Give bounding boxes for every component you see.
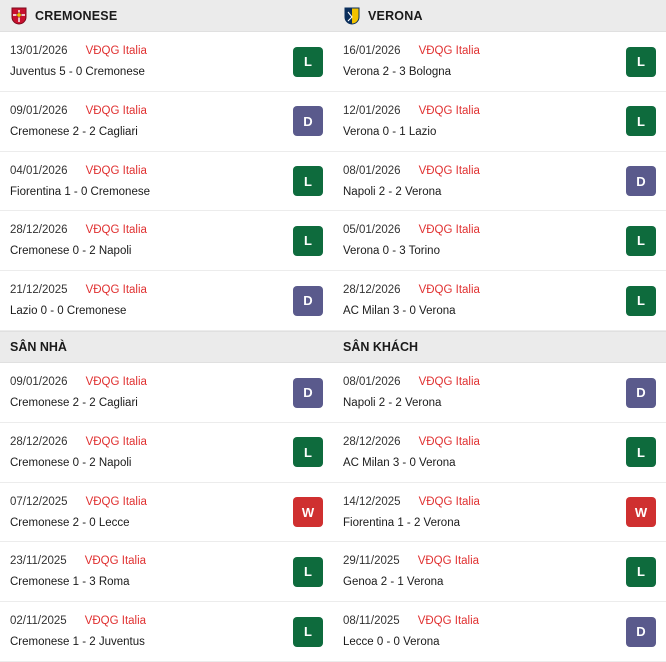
outcome-badge: L (626, 286, 656, 316)
match-result: Napoli 2 - 2 Verona (343, 397, 442, 410)
match-meta (343, 224, 618, 236)
match-date: 28/12/2026 (10, 435, 68, 448)
match-row[interactable] (333, 32, 666, 92)
match-row[interactable] (0, 602, 333, 662)
match-result: Cremonese 1 - 2 Juventus (10, 636, 145, 649)
match-competition: VĐQG Italia (85, 104, 147, 117)
match-competition: VĐQG Italia (85, 435, 147, 448)
match-row[interactable] (0, 271, 333, 331)
match-competition: VĐQG Italia (84, 615, 147, 628)
match-row[interactable] (0, 483, 333, 543)
match-row[interactable] (0, 152, 333, 212)
match-meta (10, 615, 285, 627)
match-meta (343, 615, 618, 627)
match-result: Cremonese 0 - 2 Napoli (10, 456, 132, 469)
match-info (343, 45, 626, 78)
match-competition: VĐQG Italia (418, 164, 480, 177)
match-row[interactable] (333, 211, 666, 271)
match-meta (10, 105, 285, 117)
match-date: 09/01/2026 (10, 104, 68, 117)
outcome-badge: L (626, 437, 656, 467)
match-meta (343, 376, 618, 388)
match-row[interactable] (333, 602, 666, 662)
outcome-badge: L (293, 226, 323, 256)
match-info (10, 45, 293, 78)
match-meta (343, 105, 618, 117)
match-meta (10, 436, 285, 448)
match-date: 09/01/2026 (10, 376, 68, 389)
match-result: Fiorentina 1 - 0 Cremonese (10, 185, 150, 198)
match-meta (343, 165, 618, 177)
match-result: Verona 2 - 3 Bologna (343, 66, 452, 79)
match-row[interactable] (0, 423, 333, 483)
match-meta (343, 555, 618, 567)
match-row[interactable] (333, 92, 666, 152)
outcome-badge: W (626, 497, 656, 527)
match-info (10, 615, 293, 648)
match-row[interactable] (333, 271, 666, 331)
match-meta (10, 165, 285, 177)
outcome-badge: L (626, 557, 656, 587)
outcome-badge: W (293, 497, 323, 527)
match-date: 29/11/2025 (343, 555, 400, 568)
match-competition: VĐQG Italia (85, 45, 147, 58)
outcome-badge: L (626, 226, 656, 256)
match-row[interactable] (0, 32, 333, 92)
match-info (343, 555, 626, 588)
match-result: Cremonese 0 - 2 Napoli (10, 245, 132, 258)
match-info (343, 615, 626, 648)
outcome-badge: D (626, 378, 656, 408)
match-meta (10, 496, 285, 508)
home-section-title: SÂN NHÀ (10, 340, 67, 355)
away-section-header (333, 331, 666, 363)
outcome-badge: D (293, 378, 323, 408)
team-name-right: VERONA (368, 8, 423, 23)
match-date: 23/11/2025 (10, 555, 67, 568)
match-info (10, 284, 293, 317)
match-result: AC Milan 3 - 0 Verona (343, 456, 456, 469)
match-info (10, 436, 293, 469)
match-row[interactable] (333, 483, 666, 543)
team-header-left (0, 0, 333, 32)
match-date: 08/01/2026 (343, 164, 401, 177)
match-result: AC Milan 3 - 0 Verona (343, 305, 456, 318)
outcome-badge: L (293, 557, 323, 587)
match-date: 13/01/2026 (10, 45, 68, 58)
match-competition: VĐQG Italia (418, 376, 480, 389)
match-competition: VĐQG Italia (418, 224, 480, 237)
match-info (10, 376, 293, 409)
match-result: Lecce 0 - 0 Verona (343, 636, 440, 649)
match-competition: VĐQG Italia (85, 284, 147, 297)
outcome-badge: L (626, 47, 656, 77)
match-date: 21/12/2025 (10, 284, 68, 297)
match-info (343, 284, 626, 317)
match-competition: VĐQG Italia (417, 555, 480, 568)
match-date: 14/12/2025 (343, 495, 401, 508)
match-competition: VĐQG Italia (85, 224, 147, 237)
match-meta (343, 496, 618, 508)
match-result: Cremonese 2 - 0 Lecce (10, 516, 130, 529)
outcome-badge: L (293, 437, 323, 467)
outcome-badge: D (293, 106, 323, 136)
home-section-header (0, 331, 333, 363)
match-row[interactable] (0, 363, 333, 423)
match-competition: VĐQG Italia (85, 495, 147, 508)
match-date: 12/01/2026 (343, 104, 401, 117)
match-competition: VĐQG Italia (418, 45, 480, 58)
match-info (10, 496, 293, 529)
match-date: 16/01/2026 (343, 45, 401, 58)
match-info (343, 436, 626, 469)
outcome-badge: L (293, 166, 323, 196)
match-result: Fiorentina 1 - 2 Verona (343, 516, 460, 529)
match-result: Verona 0 - 1 Lazio (343, 125, 437, 138)
outcome-badge: D (626, 617, 656, 647)
match-row[interactable] (333, 363, 666, 423)
match-date: 04/01/2026 (10, 164, 68, 177)
cremonese-crest-icon (10, 7, 28, 25)
match-competition: VĐQG Italia (84, 555, 147, 568)
match-info (343, 496, 626, 529)
match-row[interactable] (0, 211, 333, 271)
match-result: Genoa 2 - 1 Verona (343, 576, 444, 589)
match-competition: VĐQG Italia (418, 435, 480, 448)
match-info (343, 105, 626, 138)
match-info (10, 224, 293, 257)
match-meta (10, 45, 285, 57)
match-date: 08/11/2025 (343, 615, 400, 628)
verona-crest-icon (343, 7, 361, 25)
match-result: Juventus 5 - 0 Cremonese (10, 66, 145, 79)
match-date: 28/12/2026 (10, 224, 68, 237)
match-row[interactable] (333, 423, 666, 483)
match-info (343, 165, 626, 198)
match-date: 28/12/2026 (343, 284, 401, 297)
match-info (343, 376, 626, 409)
outcome-badge: L (293, 617, 323, 647)
match-meta (10, 555, 285, 567)
match-row[interactable] (0, 542, 333, 602)
match-row[interactable] (333, 542, 666, 602)
match-date: 02/11/2025 (10, 615, 67, 628)
outcome-badge: L (293, 47, 323, 77)
team-header-right (333, 0, 666, 32)
match-row[interactable] (0, 92, 333, 152)
outcome-badge: L (626, 106, 656, 136)
outcome-badge: D (626, 166, 656, 196)
outcome-badge: D (293, 286, 323, 316)
match-competition: VĐQG Italia (418, 495, 480, 508)
match-meta (343, 45, 618, 57)
match-info (10, 555, 293, 588)
team-column-right (333, 0, 666, 662)
team-name-left: CREMONESE (35, 8, 118, 23)
match-competition: VĐQG Italia (85, 164, 147, 177)
match-date: 08/01/2026 (343, 376, 401, 389)
match-result: Cremonese 2 - 2 Cagliari (10, 125, 138, 138)
match-meta (10, 376, 285, 388)
match-meta (10, 284, 285, 296)
match-result: Napoli 2 - 2 Verona (343, 185, 442, 198)
match-result: Cremonese 2 - 2 Cagliari (10, 397, 138, 410)
match-row[interactable] (333, 152, 666, 212)
match-info (343, 224, 626, 257)
match-meta (10, 224, 285, 236)
match-date: 07/12/2025 (10, 495, 68, 508)
match-competition: VĐQG Italia (85, 376, 147, 389)
match-info (10, 165, 293, 198)
match-meta (343, 284, 618, 296)
match-date: 28/12/2026 (343, 435, 401, 448)
away-section-title: SÂN KHÁCH (343, 340, 418, 355)
match-competition: VĐQG Italia (418, 284, 480, 297)
match-info (10, 105, 293, 138)
match-result: Cremonese 1 - 3 Roma (10, 576, 130, 589)
match-competition: VĐQG Italia (418, 104, 480, 117)
match-competition: VĐQG Italia (417, 615, 480, 628)
match-result: Lazio 0 - 0 Cremonese (10, 305, 127, 318)
match-result: Verona 0 - 3 Torino (343, 245, 440, 258)
match-date: 05/01/2026 (343, 224, 401, 237)
match-meta (343, 436, 618, 448)
